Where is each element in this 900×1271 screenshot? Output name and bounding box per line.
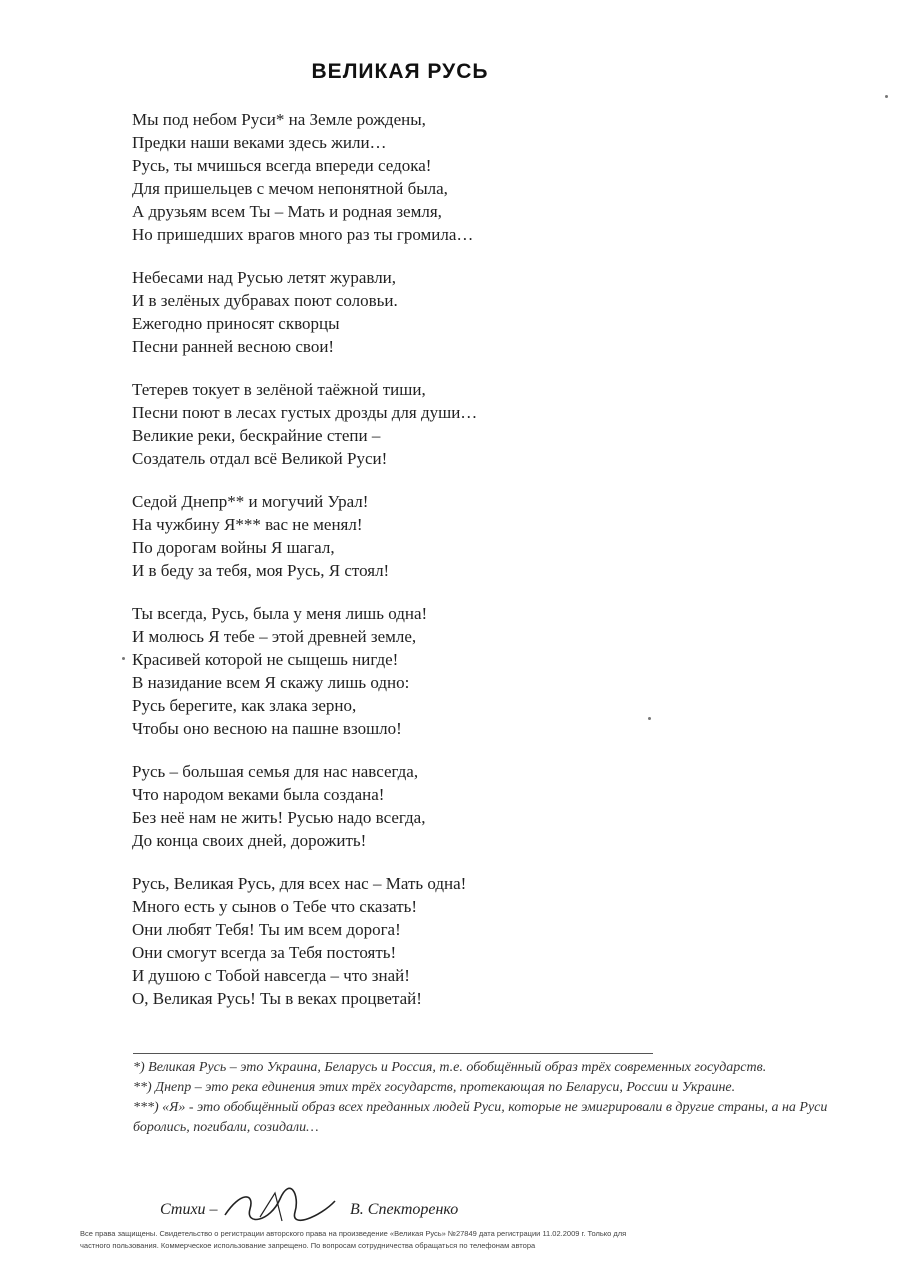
poem-line: Красивей которой не сыщешь нигде! bbox=[132, 650, 399, 669]
poem-stanza bbox=[132, 602, 692, 740]
scan-speck bbox=[648, 717, 651, 720]
signature-block bbox=[160, 1197, 580, 1227]
footnote-divider bbox=[133, 1053, 653, 1054]
poem-stanza bbox=[132, 760, 692, 852]
poem-stanza bbox=[132, 490, 692, 582]
poem-line: Песни поют в лесах густых дрозды для души… bbox=[132, 403, 478, 422]
poem-title: ВЕЛИКАЯ РУСЬ bbox=[311, 60, 489, 83]
poem-line: Седой Днепр** и могучий Урал! bbox=[132, 492, 369, 511]
poem-line: На чужбину Я*** вас не менял! bbox=[132, 515, 363, 534]
poem-line: И в беду за тебя, моя Русь, Я стоял! bbox=[132, 561, 390, 580]
poem-stanza bbox=[132, 872, 692, 1010]
poem-stanza bbox=[132, 108, 692, 246]
scan-speck bbox=[885, 95, 888, 98]
scan-speck bbox=[122, 657, 125, 660]
poem-line: Ежегодно приносят скворцы bbox=[132, 314, 340, 333]
poem-line: Тетерев токует в зелёной таёжной тиши, bbox=[132, 380, 426, 399]
handwritten-signature bbox=[220, 1187, 340, 1227]
poem-line: Они смогут всегда за Тебя постоять! bbox=[132, 943, 397, 962]
poem-line: Песни ранней весною свои! bbox=[132, 337, 335, 356]
poem-line: Русь, Великая Русь, для всех нас – Мать одна! bbox=[132, 874, 467, 893]
poem-line: Без неё нам не жить! Русью надо всегда, bbox=[132, 808, 426, 827]
poem-line: Для пришельцев с мечом непонятной была, bbox=[132, 179, 448, 198]
signature-label: Стихи – bbox=[160, 1201, 218, 1218]
poem-line: И душою с Тобой навсегда – что знай! bbox=[132, 966, 410, 985]
poem-line: Что народом веками была создана! bbox=[132, 785, 385, 804]
poem-line: Русь – большая семья для нас навсегда, bbox=[132, 762, 419, 781]
footnote-3: ***) «Я» - это обобщённый образ всех преданных людей Руси, которые не эмигрировали в другие страны, а на Руси боролись, погибали, созидали… bbox=[133, 1100, 828, 1135]
poem-line: Небесами над Русью летят журавли, bbox=[132, 268, 397, 287]
poem-stanza bbox=[132, 266, 692, 358]
footnote-2: **) Днепр – это река единения этих трёх государств, протекающая по Беларуси, России и Украине. bbox=[133, 1080, 736, 1095]
poem-line: Русь берегите, как злака зерно, bbox=[132, 696, 357, 715]
poem-line: По дорогам войны Я шагал, bbox=[132, 538, 335, 557]
poem-line: О, Великая Русь! Ты в веках процветай! bbox=[132, 989, 422, 1008]
poem-line: Великие реки, бескрайние степи – bbox=[132, 426, 381, 445]
copyright-notice bbox=[80, 1228, 720, 1252]
poem-line: И в зелёных дубравах поют соловьи. bbox=[132, 291, 398, 310]
poem-line: Создатель отдал всё Великой Руси! bbox=[132, 449, 388, 468]
poem-line: Чтобы оно весною на пашне взошло! bbox=[132, 719, 402, 738]
footnote-1: *) Великая Русь – это Украина, Беларусь и Россия, т.е. обобщённый образ трёх современных государств. bbox=[133, 1060, 767, 1075]
poem-line: Мы под небом Руси* на Земле рождены, bbox=[132, 110, 426, 129]
copyright-line-2: частного пользования. Коммерческое использование запрещено. По вопросам сотрудничества обращаться по телефонам автора bbox=[80, 1241, 536, 1250]
poem-line: Предки наши веками здесь жили… bbox=[132, 133, 387, 152]
copyright-line-1: Все права защищены. Свидетельство о регистрации авторского права на произведение «Великая Русь» №27849 дата регистрации 11.02.2009 г. Только для bbox=[80, 1229, 627, 1238]
poem-line: А друзьям всем Ты – Мать и родная земля, bbox=[132, 202, 442, 221]
poem-line: Они любят Тебя! Ты им всем дорога! bbox=[132, 920, 401, 939]
poem-line: До конца своих дней, дорожить! bbox=[132, 831, 367, 850]
poem-stanza bbox=[132, 378, 692, 470]
poem-line: Русь, ты мчишься всегда впереди седока! bbox=[132, 156, 432, 175]
footnotes bbox=[133, 1058, 833, 1138]
poem-line: Но пришедших врагов много раз ты громила… bbox=[132, 225, 474, 244]
poem-body bbox=[132, 108, 692, 1030]
poem-line: Ты всегда, Русь, была у меня лишь одна! bbox=[132, 604, 428, 623]
signature-name: В. Спекторенко bbox=[350, 1201, 459, 1218]
poem-line: Много есть у сынов о Тебе что сказать! bbox=[132, 897, 418, 916]
poem-line: И молюсь Я тебе – этой древней земле, bbox=[132, 627, 417, 646]
poem-line: В назидание всем Я скажу лишь одно: bbox=[132, 673, 410, 692]
